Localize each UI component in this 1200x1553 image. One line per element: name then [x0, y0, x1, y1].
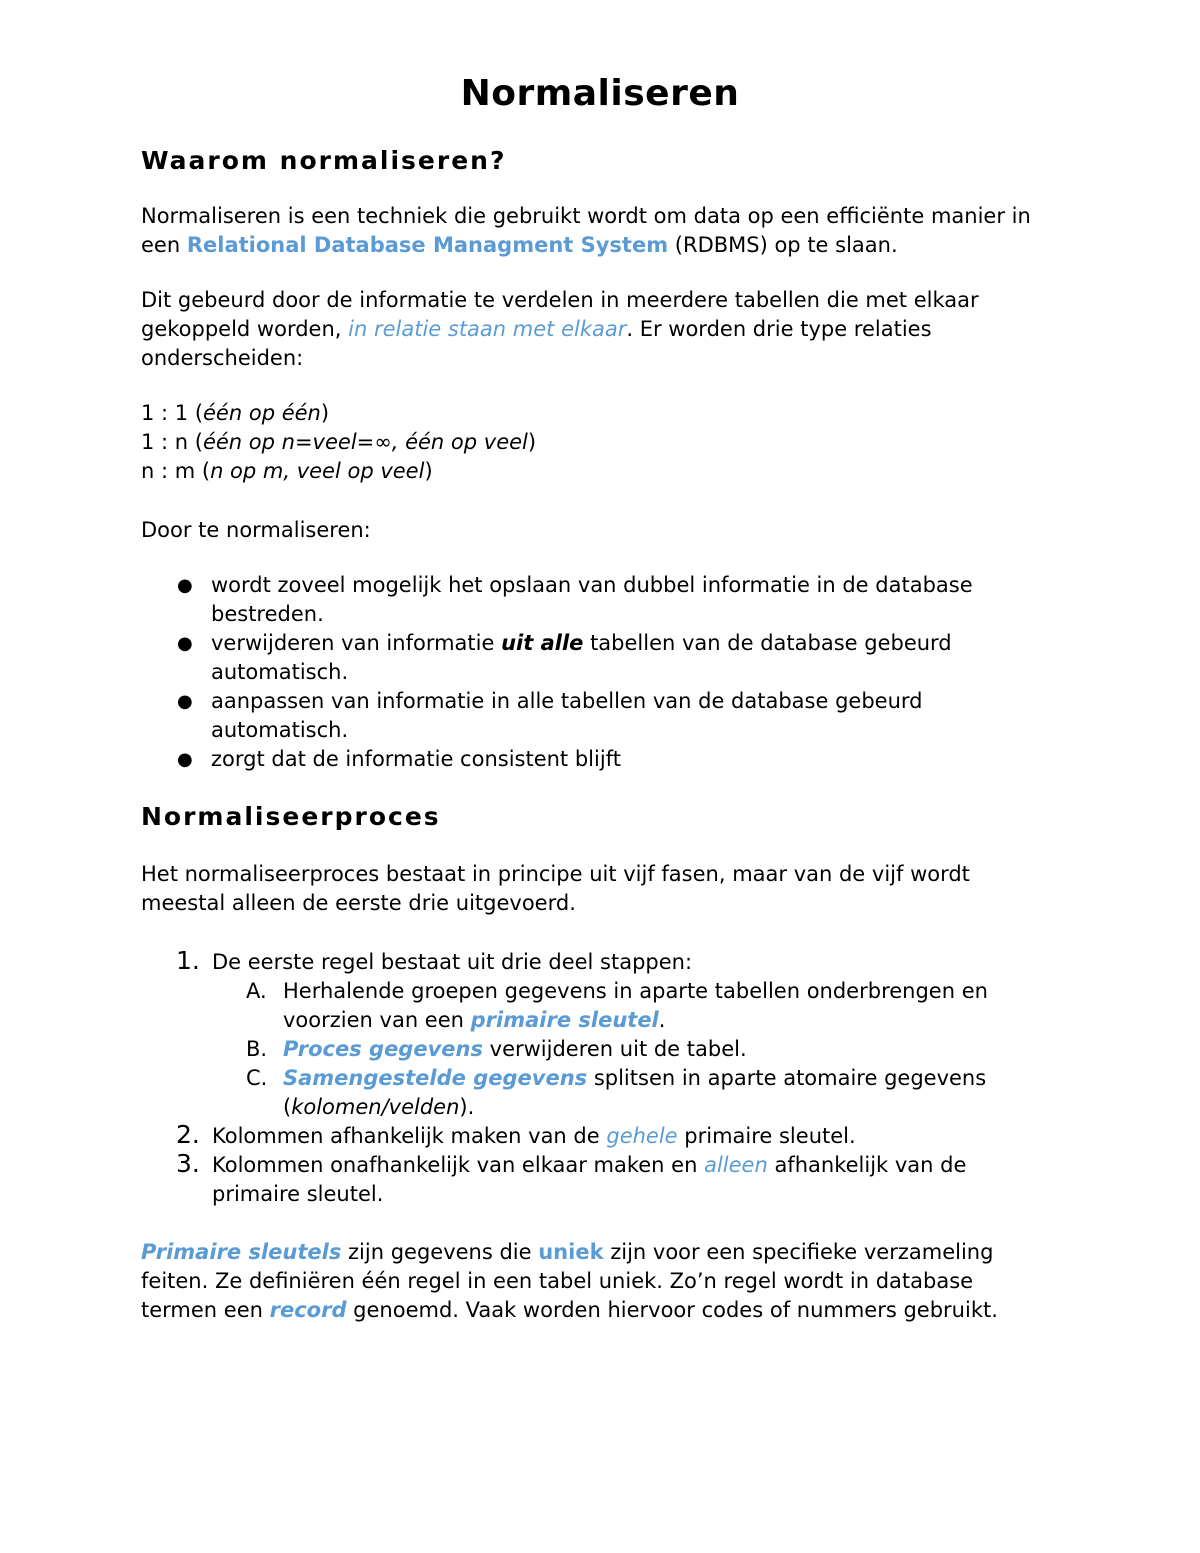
sub-step-item — [141, 1064, 1041, 1122]
paragraph-text: zijn voor een specifieke verzameling feiten. Ze definiëren één regel in een tabel uniek. Zo’n regel wordt in database termen een — [141, 1240, 994, 1322]
sub-step-text: . — [658, 1008, 666, 1032]
sub-step-letter: B. — [246, 1037, 268, 1061]
list-item-text: tabellen van de database gebeurd automatisch. — [211, 631, 952, 684]
section-heading-normaliseerproces: Normaliseerproces — [141, 802, 441, 831]
relation-desc: n op m, veel op veel — [210, 459, 425, 483]
bullet-icon: ● — [177, 575, 193, 596]
relation-end: ) — [424, 459, 433, 483]
list-item-text: verwijderen van informatie — [211, 631, 502, 655]
step-number: 1. — [176, 946, 200, 975]
sub-steps — [141, 977, 1041, 1122]
sub-step-text: splitsen in aparte atomaire gegevens ( — [283, 1066, 987, 1119]
list-item — [141, 629, 1041, 687]
paragraph-intro — [141, 202, 1041, 260]
bullet-icon: ● — [177, 749, 193, 770]
list-item-emphasis: uit alle — [501, 631, 584, 655]
paragraph-text: zijn gegevens die — [341, 1240, 539, 1264]
step-text: primaire sleutel. — [677, 1124, 856, 1148]
primaire-sleutels-term: Primaire sleutels — [141, 1240, 342, 1264]
relation-item — [141, 457, 1041, 486]
primaire-sleutel-term: primaire sleutel — [470, 1008, 659, 1032]
bullet-icon: ● — [177, 633, 193, 654]
step-item — [141, 1122, 1041, 1151]
list-item — [141, 745, 1041, 774]
step-text: afhankelijk van de primaire sleutel. — [212, 1153, 967, 1206]
page-title: Normaliseren — [460, 73, 740, 114]
proces-gegevens-term: Proces gegevens — [283, 1037, 483, 1061]
paragraph-text: genoemd. Vaak worden hiervoor codes of nummers gebruikt. — [346, 1298, 998, 1322]
list-item-text: zorgt dat de informatie consistent blijft — [211, 747, 621, 771]
step-item — [141, 1151, 1041, 1209]
sub-step-letter: A. — [246, 979, 267, 1003]
sub-step-content — [283, 1064, 1041, 1122]
uniek-term: uniek — [538, 1240, 604, 1264]
step-text: Kolommen onafhankelijk van elkaar maken en — [212, 1153, 705, 1177]
document-page — [141, 70, 1041, 1325]
paragraph-relations-text-2: . Er worden drie type relaties onderscheiden: — [141, 317, 932, 370]
sub-step-item — [141, 977, 1041, 1035]
gehele-term: gehele — [606, 1124, 678, 1148]
paragraph-process-intro: Het normaliseerproces bestaat in principe uit vijf fasen, maar van de vijf wordt meestal alleen de eerste drie uitgevoerd. — [141, 862, 970, 915]
relation-item — [141, 428, 1041, 457]
relation-end: ) — [527, 430, 537, 454]
list-item — [141, 687, 1041, 745]
paragraph-primary-keys — [141, 1238, 1021, 1325]
alleen-term: alleen — [704, 1153, 768, 1177]
relation-label: 1 : n ( — [141, 430, 203, 454]
benefits-list — [141, 571, 1041, 774]
section-heading-waarom: Waarom normaliseren? — [141, 146, 507, 175]
bullet-icon: ● — [177, 691, 193, 712]
list-item-text: aanpassen van informatie in alle tabellen van de database gebeurd automatisch. — [211, 689, 923, 742]
sub-step-text: verwijderen uit de tabel. — [482, 1037, 747, 1061]
relation-desc: één op één — [203, 401, 321, 425]
step-number: 3. — [176, 1149, 200, 1178]
sub-step-letter: C. — [246, 1066, 268, 1090]
step-text: Kolommen afhankelijk maken van de — [212, 1124, 607, 1148]
paragraph-intro-text-1: Normaliseren is een techniek die gebruikt wordt om data op een efficiënte manier in een — [141, 204, 1031, 257]
relation-desc: één op n=veel=∞, één op veel — [202, 430, 528, 454]
list-item-text: wordt zoveel mogelijk het opslaan van dubbel informatie in de database bestreden. — [211, 573, 973, 626]
list-item — [141, 571, 1041, 629]
paragraph-intro-text-2: (RDBMS) op te slaan. — [668, 233, 898, 257]
sub-step-italic: kolomen/velden — [291, 1095, 460, 1119]
sub-step-text: Herhalende groepen gegevens in aparte tabellen onderbrengen en voorzien van een — [283, 979, 988, 1032]
sub-step-item — [141, 1035, 1041, 1064]
relation-label: 1 : 1 ( — [141, 401, 204, 425]
step-number: 2. — [176, 1120, 200, 1149]
process-steps — [141, 948, 1041, 1209]
relatie-term: in relatie staan met elkaar — [348, 317, 627, 341]
relation-label: n : m ( — [141, 459, 211, 483]
relation-types — [141, 399, 1041, 486]
relation-end: ) — [320, 401, 330, 425]
sub-step-content — [283, 1035, 1041, 1064]
paragraph-relations — [141, 286, 1041, 373]
record-term: record — [269, 1298, 347, 1322]
sub-step-content — [283, 977, 1041, 1035]
samengestelde-gegevens-term: Samengestelde gegevens — [283, 1066, 588, 1090]
sub-step-text: ). — [459, 1095, 475, 1119]
paragraph-relations-text-1: Dit gebeurd door de informatie te verdelen in meerdere tabellen die met elkaar gekoppeld worden, — [141, 288, 979, 341]
bullets-intro: Door te normaliseren: — [141, 518, 371, 542]
rdbms-term: Relational Database Managment System — [186, 233, 669, 257]
step-item — [141, 948, 1041, 1122]
relation-item — [141, 399, 1041, 428]
step-text: De eerste regel bestaat uit drie deel stappen: — [212, 950, 693, 974]
